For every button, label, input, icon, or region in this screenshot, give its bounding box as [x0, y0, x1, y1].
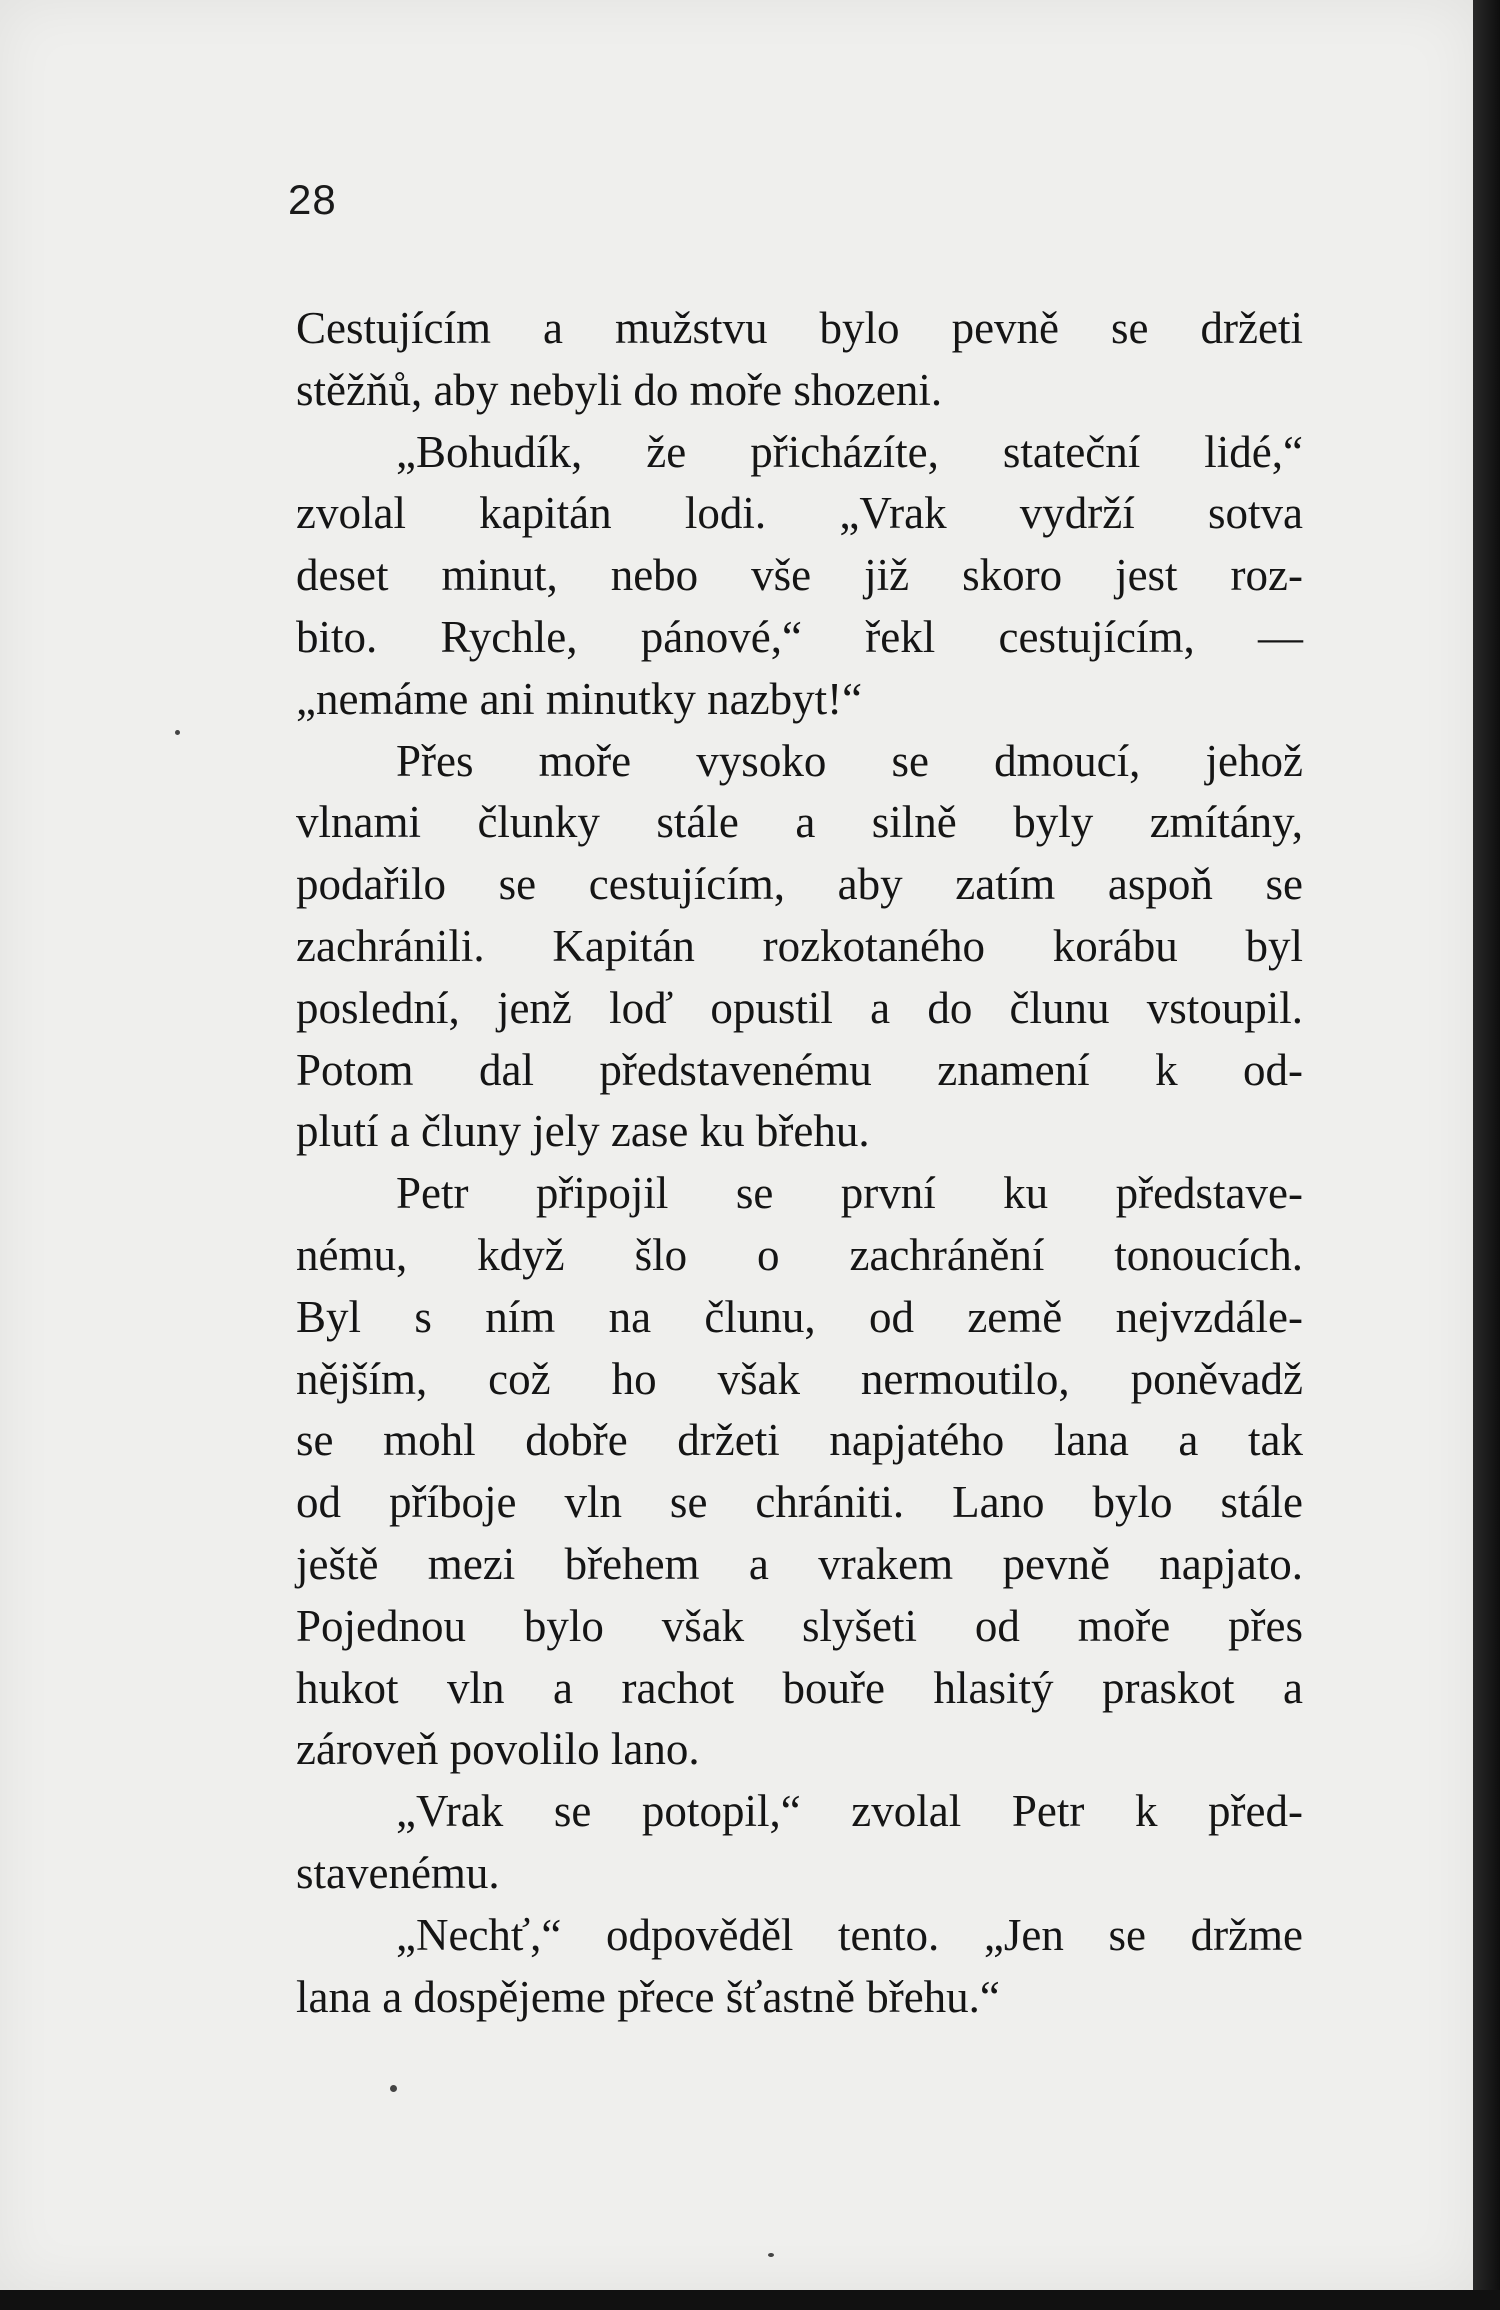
text-line: lana a dospějeme přece šťastně břehu.“ — [296, 1971, 1000, 2022]
text-line: podařilo se cestujícím, aby zatím aspoň se — [296, 859, 1303, 910]
text-line: Potom dal představenému znamení k od- — [296, 1044, 1303, 1095]
text-line: poslední, jenž loď opustil a do člunu vstoupil. — [296, 982, 1303, 1033]
scan-edge-bottom — [0, 2290, 1500, 2310]
text-line: nému, když šlo o zachránění tonoucích. — [296, 1229, 1303, 1280]
body-text — [296, 298, 1303, 2028]
ink-speck — [175, 730, 180, 735]
text-line: zachránili. Kapitán rozkotaného korábu byl — [296, 920, 1303, 971]
text-line: zvolal kapitán lodi. „Vrak vydrží sotva — [296, 488, 1303, 539]
text-line: Petr připojil se první ku představe- — [396, 1168, 1303, 1219]
text-line: stavenému. — [296, 1847, 500, 1898]
text-line: zároveň povolilo lano. — [296, 1724, 700, 1775]
text-line: Byl s ním na člunu, od země nejvzdále- — [296, 1291, 1303, 1342]
text-line: se mohl dobře držeti napjatého lana a tak — [296, 1415, 1303, 1466]
text-line: plutí a čluny jely zase ku břehu. — [296, 1106, 870, 1157]
ink-speck — [768, 2253, 774, 2257]
text-line: vlnami člunky stále a silně byly zmítány, — [296, 797, 1303, 848]
text-line: nějším, což ho však nermoutilo, poněvadž — [296, 1353, 1303, 1404]
text-line: deset minut, nebo vše již skoro jest roz- — [296, 550, 1303, 601]
text-line: „Bohudík, že přicházíte, stateční lidé,“ — [396, 426, 1303, 477]
text-line: Přes moře vysoko se dmoucí, jehož — [396, 735, 1303, 786]
text-line: hukot vln a rachot bouře hlasitý praskot a — [296, 1662, 1303, 1713]
text-line: „nemáme ani minutky nazbyt!“ — [296, 673, 863, 724]
scan-edge-right — [1473, 0, 1500, 2310]
text-line: „Vrak se potopil,“ zvolal Petr k před- — [396, 1786, 1303, 1837]
text-line: „Nechť,“ odpověděl tento. „Jen se držme — [396, 1909, 1303, 1960]
text-line: bito. Rychle, pánové,“ řekl cestujícím, — — [296, 611, 1303, 662]
text-line: ještě mezi břehem a vrakem pevně napjato. — [296, 1538, 1303, 1589]
text-line: Cestujícím a mužstvu bylo pevně se držeti — [296, 303, 1303, 353]
text-line: Pojednou bylo však slyšeti od moře přes — [296, 1600, 1303, 1651]
text-line: stěžňů, aby nebyli do moře shozeni. — [296, 364, 943, 415]
page-number: 28 — [288, 176, 337, 223]
ink-speck — [390, 2085, 397, 2092]
text-line: od příboje vln se chrániti. Lano bylo stále — [296, 1477, 1303, 1528]
